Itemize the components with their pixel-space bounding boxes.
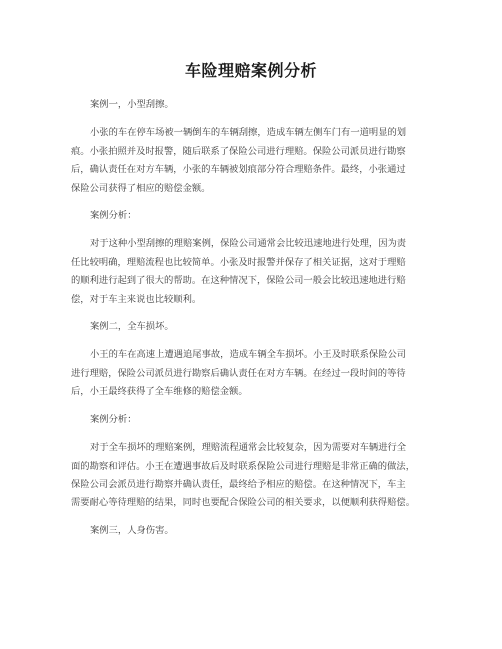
text-line: 痕。小张拍照并及时报警，随后联系了保险公司进行理赔。保险公司派员进行勘察: [71, 145, 406, 157]
text-line: 偿，对于车主来说也比较顺利。: [71, 293, 202, 305]
text-line: 小张的车在停车场被一辆倒车的车辆刮擦，造成车辆左侧车门有一道明显的划: [90, 127, 407, 139]
text-line: 后，小王最终获得了全车维修的赔偿金额。: [71, 386, 248, 398]
text-line: 小王的车在高速上遭遇追尾事故，造成车辆全车损坏。小王及时联系保险公司: [90, 349, 407, 361]
document-body: [71, 96, 433, 550]
text-line: 案例三，人身伤害。: [90, 524, 174, 536]
text-line: 需要耐心等待理赔的结果，同时也要配合保险公司的相关要求，以便顺利获得赔偿。: [71, 497, 415, 509]
text-line: 后，确认责任在对方车辆，小张的车辆被划痕部分符合理赔条件。最终，小张通过: [71, 164, 406, 176]
document-title: 车险理赔案例分析: [184, 61, 317, 80]
text-line: 进行理赔，保险公司派员进行勘察后确认责任在对方车辆。在经过一段时间的等待: [71, 367, 406, 379]
text-line: 案例分析：: [90, 210, 137, 222]
text-line: 案例一，小型刮擦。: [90, 99, 174, 110]
text-line: 对于全车损坏的理赔案例，理赔流程通常会比较复杂，因为需要对车辆进行全: [90, 442, 407, 454]
text-line: 面的勘察和评估。小王在遭遇事故后及时联系保险公司进行理赔是非常正确的做法，: [71, 460, 415, 472]
analysis2-heading: [71, 411, 433, 429]
text-line: 任比较明确，理赔流程也比较简单。小张及时报警并保存了相关证据，这对于理赔: [71, 256, 406, 268]
text-line: 保险公司获得了相应的赔偿金额。: [71, 182, 211, 194]
text-line: 保险公司会派员进行勘察并确认责任，最终给予相应的赔偿。在这种情况下，车主: [71, 478, 406, 490]
case2-heading: [71, 318, 433, 336]
text-line: 的顺利进行起到了很大的帮助。在这种情况下，保险公司一般会比较迅速地进行赔: [71, 275, 406, 287]
text-line: 案例二，全车损坏。: [90, 321, 174, 333]
analysis2-paragraph: [71, 439, 433, 513]
case2-paragraph: [71, 346, 433, 401]
analysis1-heading: [71, 207, 433, 225]
text-line: 对于这种小型刮擦的理赔案例，保险公司通常会比较迅速地进行处理，因为责: [90, 238, 407, 250]
case3-heading: [71, 522, 433, 540]
case1-paragraph: [71, 124, 433, 198]
case1-heading: [71, 96, 433, 114]
text-line: 案例分析：: [90, 413, 137, 425]
analysis1-paragraph: [71, 235, 433, 309]
